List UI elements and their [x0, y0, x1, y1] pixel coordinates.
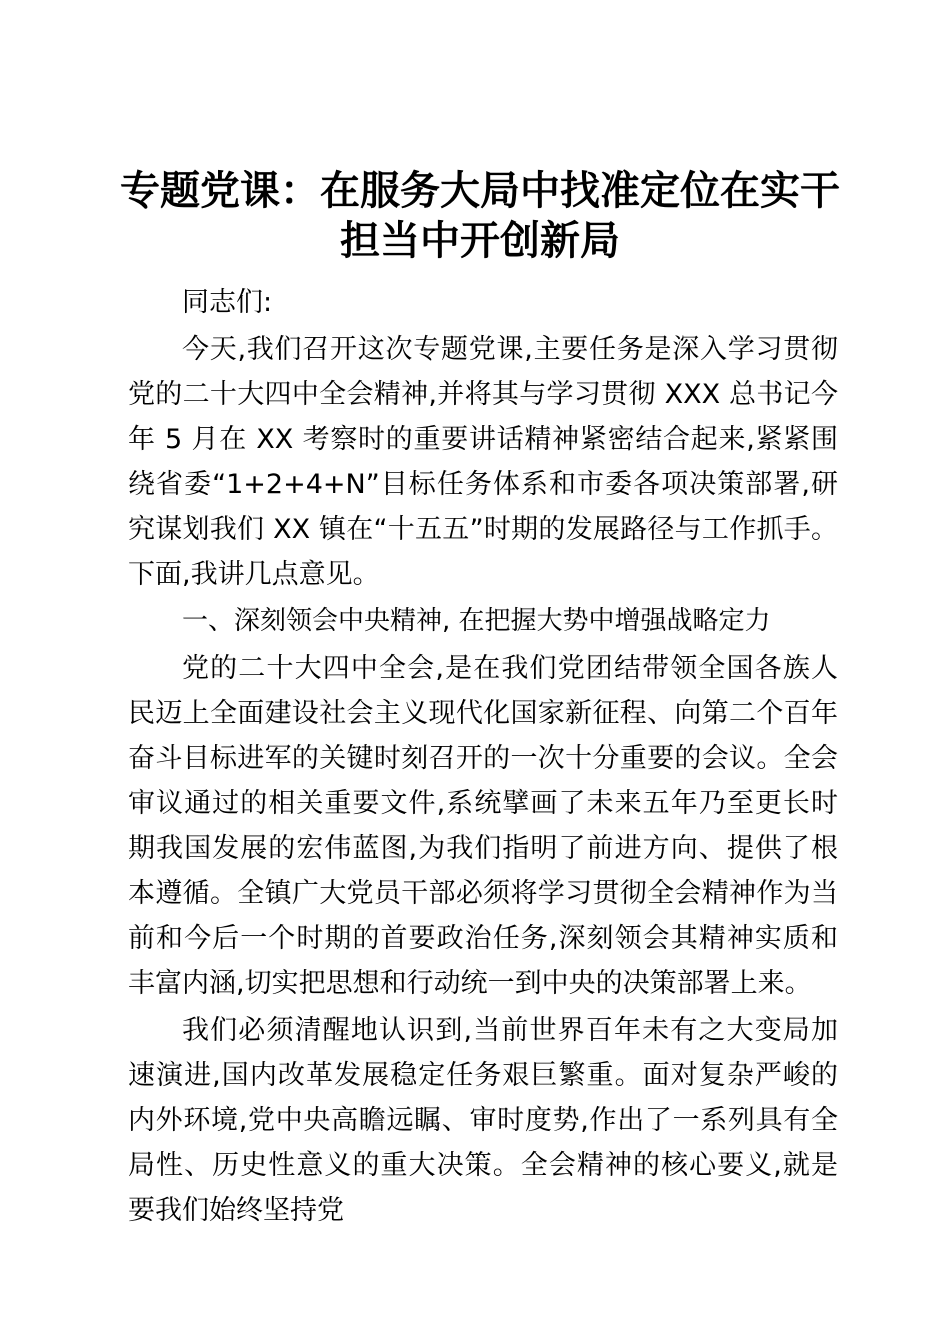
- paragraph-plenary: 党的二十大四中全会,是在我们党团结带领全国各族人民迈上全面建设社会主义现代化国家新征程、向第二个百年奋斗目标进军的关键时刻召开的一次十分重要的会议。全会审议通过的相关重要文件,系统擘画了未来五年乃至更长时期我国发展的宏伟蓝图,为我们指明了前进方向、提供了根本遵循。全镇广大党员干部必须将学习贯彻全会精神作为当前和今后一个时期的首要政治任务,深刻领会其精神实质和丰富内涵,切实把思想和行动统一到中央的决策部署上来。: [128, 653, 838, 999]
- document-title: 专题党课：在服务大局中找准定位在实干担当中开创新局: [120, 168, 840, 264]
- greeting: 同志们:: [182, 287, 273, 318]
- paragraph-intro: 今天,我们召开这次专题党课,主要任务是深入学习贯彻党的二十大四中全会精神,并将其与学习贯彻 XXX 总书记今年 5 月在 XX 考察时的重要讲话精神紧密结合起来,紧紧围绕省委“1+2+4+N”目标任务体系和市委各项决策部署,研究谋划我们 XX 镇在“十五五”时期的发展路径与工作抓手。下面,我讲几点意见。: [128, 334, 838, 590]
- section-heading-1: 一、深刻领会中央精神, 在把握大势中增强战略定力: [182, 606, 771, 636]
- paragraph-situation: 我们必须清醒地认识到,当前世界百年未有之大变局加速演进,国内改革发展稳定任务艰巨繁重。面对复杂严峻的内外环境,党中央高瞻远瞩、审时度势,作出了一系列具有全局性、历史性意义的重大决策。全会精神的核心要义,就是要我们始终坚持党: [128, 1015, 838, 1226]
- document-body: [128, 280, 838, 1235]
